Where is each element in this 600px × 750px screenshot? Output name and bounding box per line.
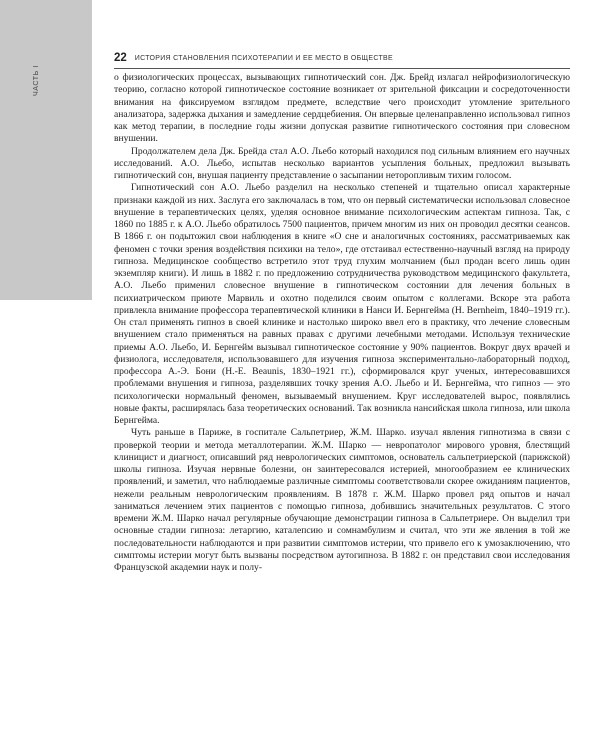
- paragraph: Гипнотический сон А.О. Льебо разделил на несколько степеней и тщательно описал характерные признаки каждой из них. Заслуга его заключалась в том, что он первый систематически использовал словесное внушение в терапевтических целях, уделяя основное внимание психологическим аспектам гипноза. Так, с 1860 по 1885 г. к А.О. Льебо обратилось 7500 пациентов, причем многим из них он проводил десятки сеансов. В 1866 г. он подытожил свои наблюдения в книге «О сне и аналогичных состояниях, рассматриваемых как феномен с точки зрения воздействия психики на тело», где отстаивал естественно-научный взгляд на природу гипноза. Медицинское сообщество встретило этот труд глухим молчанием (был продан всего лишь один экземпляр книги). И лишь в 1882 г. по предложению сотрудничества руководством медицинского факультета, А.О. Льебо применил словесное внушение в гипнотическом состоянии для лечения больных в психиатрическом приюте Марвиль и охотно поделился своим опытом с коллегами. Вскоре эта работа привлекла внимание профессора терапевтической клиники в Нанси И. Бернгейма (H. Bernheim, 1840–1919 гг.). Он стал применять гипноз в своей клинике и настолько широко ввел его в практику, что лечение словесным внушением стало применяться на равных правах с другими лечебными методами. Используя технические приемы А.О. Льебо, И. Бернгейм вызывал гипнотическое состояние у 90% пациентов. Вокруг двух врачей и физиолога, исследователя, использовавшего для изучения гипноза экспериментально-лабораторный подход, профессора А.-Э. Бони (H.-E. Beaunis, 1830–1921 гг.), сформировался круг ученых, интересовавшихся проблемами внушения и гипноза, разделявших точку зрения А.О. Льебо и И. Бернгейма, что гипноз — это психологически нормальный феномен, вызываемый внушением. Круг исследователей вырос, появлялись новые факты, расширялась база теоретических оснований. Так возникла нансийская школа гипноза, или школа Бернгейма.: [114, 182, 570, 426]
- running-header: [114, 52, 570, 64]
- chapter-part-label: ЧАСТЬ I: [33, 65, 40, 96]
- paragraph: Продолжателем дела Дж. Брейда стал А.О. Льебо который находился под сильным влиянием его научных исследований. А.О. Льебо, испытав несколько вариантов усыпления больных, предложил вызывать гипнотический сон, внушая пациенту представление о засыпании неторопливым тихим голосом.: [114, 145, 570, 181]
- paragraph: о физиологических процессах, вызывающих гипнотический сон. Дж. Брейд излагал нейрофизиологическую теорию, согласно которой гипнотическое состояние возникает от зрительной фиксации и сосредоточенности внимания на фиксируемом взглядом предмете, вследствие чего происходит утомление зрительного анализатора, задержка дыхания и замедление сердцебиения. Он впервые целенаправленно использовал гипноз как метод терапии, в последние годы жизни допуская развитие гипнотического состояния при словесном внушении.: [114, 72, 570, 145]
- running-title: ИСТОРИЯ СТАНОВЛЕНИЯ ПСИХОТЕРАПИИ И ЕЕ МЕСТО В ОБЩЕСТВЕ: [134, 54, 393, 62]
- page-number: 22: [114, 52, 127, 64]
- paragraph: Чуть раньше в Париже, в госпитале Сальпетриер, Ж.М. Шарко. изучал явления гипнотизма в связи с проверкой теории и метода металлотерапии. Ж.М. Шарко — невропатолог мирового уровня, блестящий клиницист и диагност, описавший ряд неврологических симптомов, основатель сальпетриерской (парижской) школы гипноза. Изучая нервные болезни, он заинтересовался истерией, многообразием ее клинических проявлений, и заметил, что наблюдаемые различные симптомы соответствовали скорее ожиданиям пациентов, нежели реальным неврологическим проявлениям. В 1878 г. Ж.М. Шарко провел ряд опытов и начал заниматься лечением этих пациентов с помощью гипноза, добившись значительных результатов. С этого времени Ж.М. Шарко начал регулярные обучающие демонстрации гипноза в Сальпетриере. Он выделил три основные стадии гипноза: летаргию, каталепсию и сомнамбулизм и считал, что эти же явления в той же последовательности наблюдаются и при развитии симптомов истерии, что привело его к умозаключению, что симптомы истерии могут быть вызваны посредством аутогипноза. В 1882 г. он представил свои исследования Французской академии наук и полу-: [114, 427, 570, 573]
- chapter-side-tab: [0, 0, 92, 300]
- header-divider: [114, 68, 570, 69]
- body-text: [114, 72, 570, 574]
